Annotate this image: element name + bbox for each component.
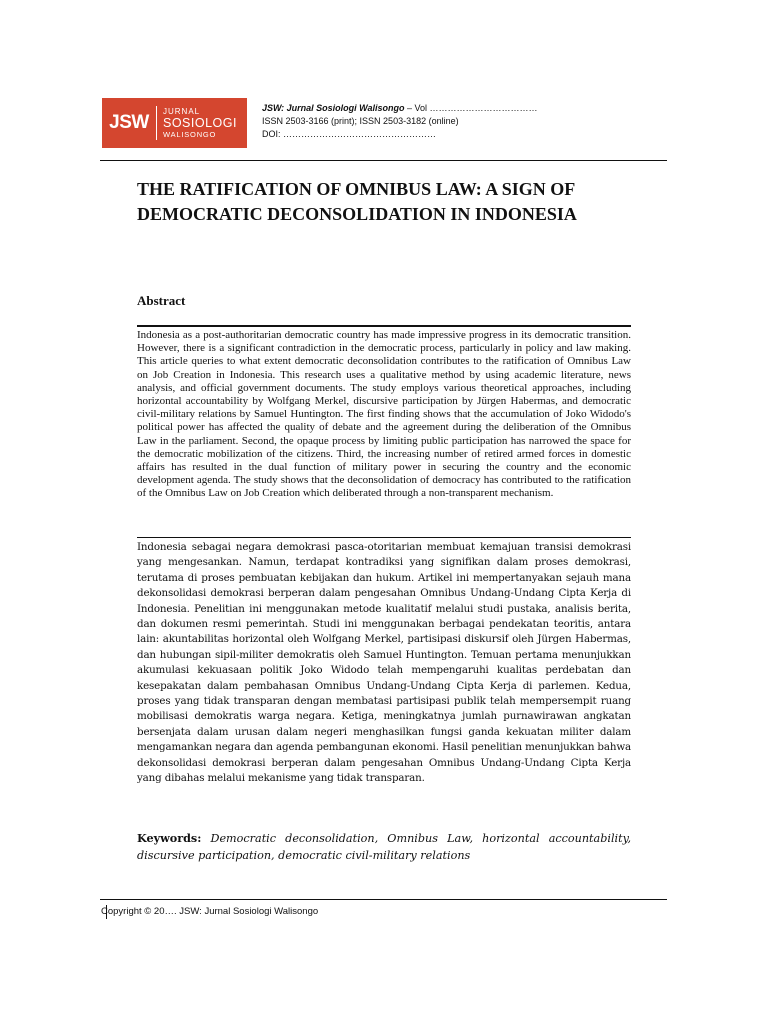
abstract-separator-rule <box>137 537 631 538</box>
paper-title: THE RATIFICATION OF OMNIBUS LAW: A SIGN OF DEMOCRATIC DECONSOLIDATION IN INDONESIA <box>137 179 577 224</box>
footer-copyright: Copyright © 20…. JSW: Jurnal Sosiologi Walisongo <box>101 906 319 917</box>
abstract-heading: Abstract <box>137 293 186 308</box>
abstract-indonesian: Indonesia sebagai negara demokrasi pasca-otoritarian membuat kemajuan transisi demokrasi yang mengesankan. Namun, terdapat kontradiksi yang signifikan dalam proses demokrasi, terutama di proses pembuatan kebijakan dan hukum. Artikel ini mempertanyakan sejauh mana dekonsolidasi demokrasi berperan dalam pengesahan Omnibus Undang-Undang Cipta Kerja di Indonesia. Penelitian ini menggunakan metode kualitatif melalui studi pustaka, analisis berita, dan dokumen resmi pemerintah. Studi ini menggunakan berbagai pendekatan teoritis, antara lain: akuntabilitas horizontal oleh Wolfgang Merkel, partisipasi diskursif oleh Jürgen Habermas, dan hubungan sipil-militer demokratis oleh Samuel Huntington. Temuan pertama menunjukkan akumulasi kekuasaan politik Joko Widodo telah mempengaruhi kualitas perdebatan dan kesepakatan dalam pembahasan Omnibus Undang-Undang Cipta Kerja di parlemen. Kedua, proses yang tidak transparan dengan membatasi partisipasi publik telah mempersempit ruang mobilisasi demokratis warga negara. Ketiga, meningkatnya jumlah purnawirawan angkatan bersenjata dalam urusan dalam negeri menghasilkan fungsi ganda kekuatan militer dalam mengamankan negara dan agenda pembangunan ekonomi. Hasil penelitian menunjukkan bahwa dekonsolidasi demokrasi berperan dalam pengesahan Omnibus Undang-Undang Cipta Kerja yang dibahas melalui mekanisme yang tidak transparan. <box>137 541 631 785</box>
abstract-rule <box>137 325 631 327</box>
logo-separator <box>156 106 157 140</box>
journal-volume-line <box>262 102 538 115</box>
header-rule <box>100 160 667 161</box>
footer-rule <box>100 899 667 900</box>
journal-logo <box>102 98 247 148</box>
abstract-english: Indonesia as a post-authoritarian democratic country has made impressive progress in its democratic transition. However, there is a significant contradiction in the democratic process, particularly in policy and law making. This article queries to what extent democratic deconsolidation contributes to the ratification of Omnibus Law on Job Creation in Indonesia. This research uses a qualitative method by using academic literature, news analysis, and official government documents. The study employs various theoretical approaches, including horizontal accountability by Wolfgang Merkel, discursive participation by Jürgen Habermas, and democratic civil-military relations by Samuel Huntington. The first finding shows that the accumulation of Joko Widodo's political power has affected the quality of debate and the agreement during the deliberation of the Omnibus Law in the parliament. Second, the opaque process by limiting public participation has narrowed the space for the democratic mobilization of the citizens. Third, the increasing number of retired armed forces in domestic affairs has resulted in the dual function of military power in securing the country and the economic development agenda. The study shows that the deconsolidation of democracy has contributed to the ratification of the Omnibus Law on Job Creation which deliberated through a non-transparent mechanism. <box>137 329 631 500</box>
logo-words <box>163 108 237 138</box>
logo-abbr: JSW <box>109 112 149 133</box>
journal-issn: ISSN 2503-3166 (print); ISSN 2503-3182 (online) <box>262 116 459 126</box>
journal-doi: DOI: …………………………………………… <box>262 129 437 139</box>
keywords-text: Democratic deconsolidation, Omnibus Law, horizontal accountability, discursive participation, democratic civil-military relations <box>137 832 631 862</box>
logo-line-1: JURNAL <box>163 107 201 116</box>
journal-name: JSW: Jurnal Sosiologi Walisongo <box>262 103 405 113</box>
keywords-label: Keywords: <box>137 831 202 845</box>
journal-info <box>262 102 538 141</box>
journal-vol: – Vol ……………………………… <box>404 103 538 113</box>
logo-line-3: WALISONGO <box>163 129 217 139</box>
logo-line-2: SOSIOLOGI <box>163 116 237 130</box>
keywords <box>137 830 631 864</box>
